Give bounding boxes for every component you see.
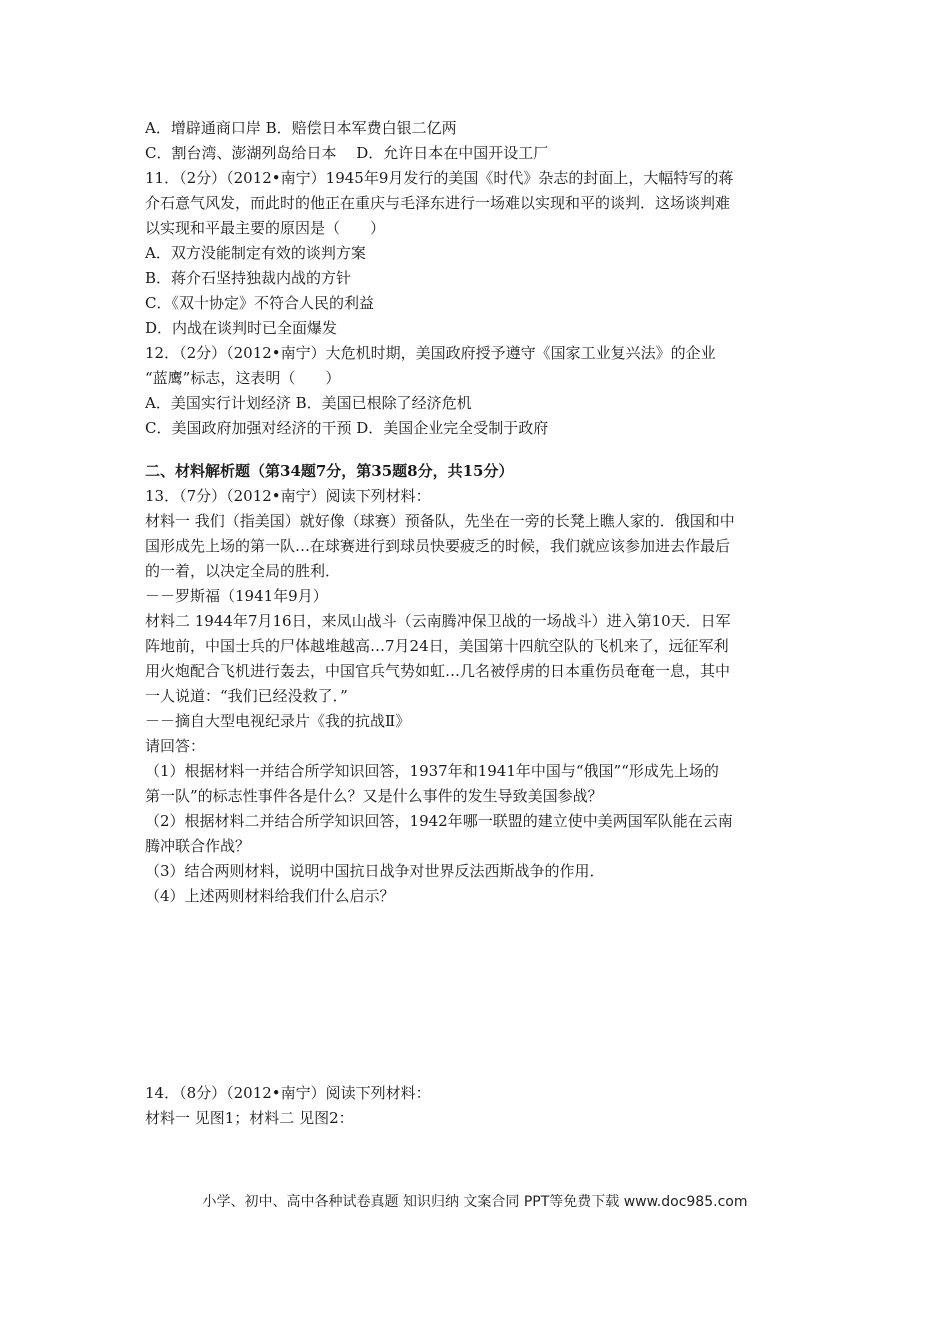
q12-stem-line-1: 12．（2分）（2012•南宁）大危机时期，美国政府授予遵守《国家工业复兴法》的企业 <box>145 344 716 362</box>
q13-sub-1-line-1: （1）根据材料一并结合所学知识回答，1937年和1941年中国与“俄国”“形成先上场的 <box>145 762 719 780</box>
q11-stem-line-3: 以实现和平最主要的原因是（ ） <box>145 219 386 237</box>
q14-materials: 材料一 见图1；材料二 见图2： <box>145 1109 354 1127</box>
q13-sub-2-line-2: 腾冲联合作战？ <box>145 837 251 855</box>
answer-space <box>145 909 815 1081</box>
q12-option-cd: C．美国政府加强对经济的干预 D．美国企业完全受制于政府 <box>145 419 549 437</box>
q13-material-2-line-4: 一人说道：“我们已经没救了．” <box>145 687 348 705</box>
q13-material-1-source: －－罗斯福（1941年9月） <box>145 587 328 605</box>
q11-option-a: A．双方没能制定有效的谈判方案 <box>145 244 366 262</box>
q11-stem-line-1: 11．（2分）（2012•南宁）1945年9月发行的美国《时代》杂志的封面上，大幅特写的蒋 <box>145 169 734 187</box>
q13-material-1-line-2: 国形成先上场的第一队…在球赛进行到球员快要疲乏的时候，我们就应该参加进去作最后 <box>145 537 731 555</box>
q13-material-1-line-1: 材料一 我们（指美国）就好像（球赛）预备队，先坐在一旁的长凳上瞧人家的．俄国和中 <box>145 512 735 530</box>
document-body <box>145 116 815 1131</box>
q13-sub-4: （4）上述两则材料给我们什么启示？ <box>145 887 395 905</box>
q13-sub-3: （3）结合两则材料，说明中国抗日战争对世界反法西斯战争的作用． <box>145 862 605 880</box>
q13-material-2-line-3: 用火炮配合飞机进行轰去，中国官兵气势如虹…几名被俘虏的日本重伤员奄奄一息，其中 <box>145 662 731 680</box>
q12-option-ab: A．美国实行计划经济 B．美国已根除了经济危机 <box>145 394 472 412</box>
q13-material-2-source: －－摘自大型电视纪录片《我的抗战Ⅱ》 <box>145 712 411 730</box>
q11-option-b: B．蒋介石坚持独裁内战的方针 <box>145 269 352 287</box>
q10-option-ab: A．增辟通商口岸 B．赔偿日本军费白银二亿两 <box>145 119 457 137</box>
q11-option-d: D．内战在谈判时已全面爆发 <box>145 319 338 337</box>
q11-option-c: C．《双十协定》不符合人民的利益 <box>145 294 374 312</box>
q12-stem-line-2: “蓝鹰”标志，这表明（ ） <box>145 369 341 387</box>
q13-sub-1-line-2: 第一队”的标志性事件各是什么？又是什么事件的发生导致美国参战？ <box>145 787 603 805</box>
q13-material-2-line-2: 阵地前，中国士兵的尸体越堆越高…7月24日，美国第十四航空队的飞机来了，远征军利 <box>145 637 729 655</box>
q10-option-cd: C．割台湾、澎湖列岛给日本 D．允许日本在中国开设工厂 <box>145 144 549 162</box>
section-2-title: 二、材料解析题（第34题7分，第35题8分，共15分） <box>145 462 514 480</box>
q13-sub-2-line-1: （2）根据材料二并结合所学知识回答，1942年哪一联盟的建立使中美两国军队能在云南 <box>145 812 733 830</box>
q13-material-1-line-3: 的一着，以决定全局的胜利． <box>145 562 341 580</box>
page-footer: 小学、初中、高中各种试卷真题 知识归纳 文案合同 PPT等免费下载 www.doc985.com <box>202 1194 748 1210</box>
q13-stem: 13．（7分）（2012•南宁）阅读下列材料： <box>145 487 431 505</box>
q13-ask: 请回答： <box>145 737 206 755</box>
q11-stem-line-2: 介石意气风发，而此时的他正在重庆与毛泽东进行一场难以实现和平的谈判．这场谈判难 <box>145 194 731 212</box>
q14-stem: 14．（8分）（2012•南宁）阅读下列材料： <box>145 1084 431 1102</box>
q13-material-2-line-1: 材料二 1944年7月16日，来凤山战斗（云南腾冲保卫战的一场战斗）进入第10天．日军 <box>145 612 731 630</box>
